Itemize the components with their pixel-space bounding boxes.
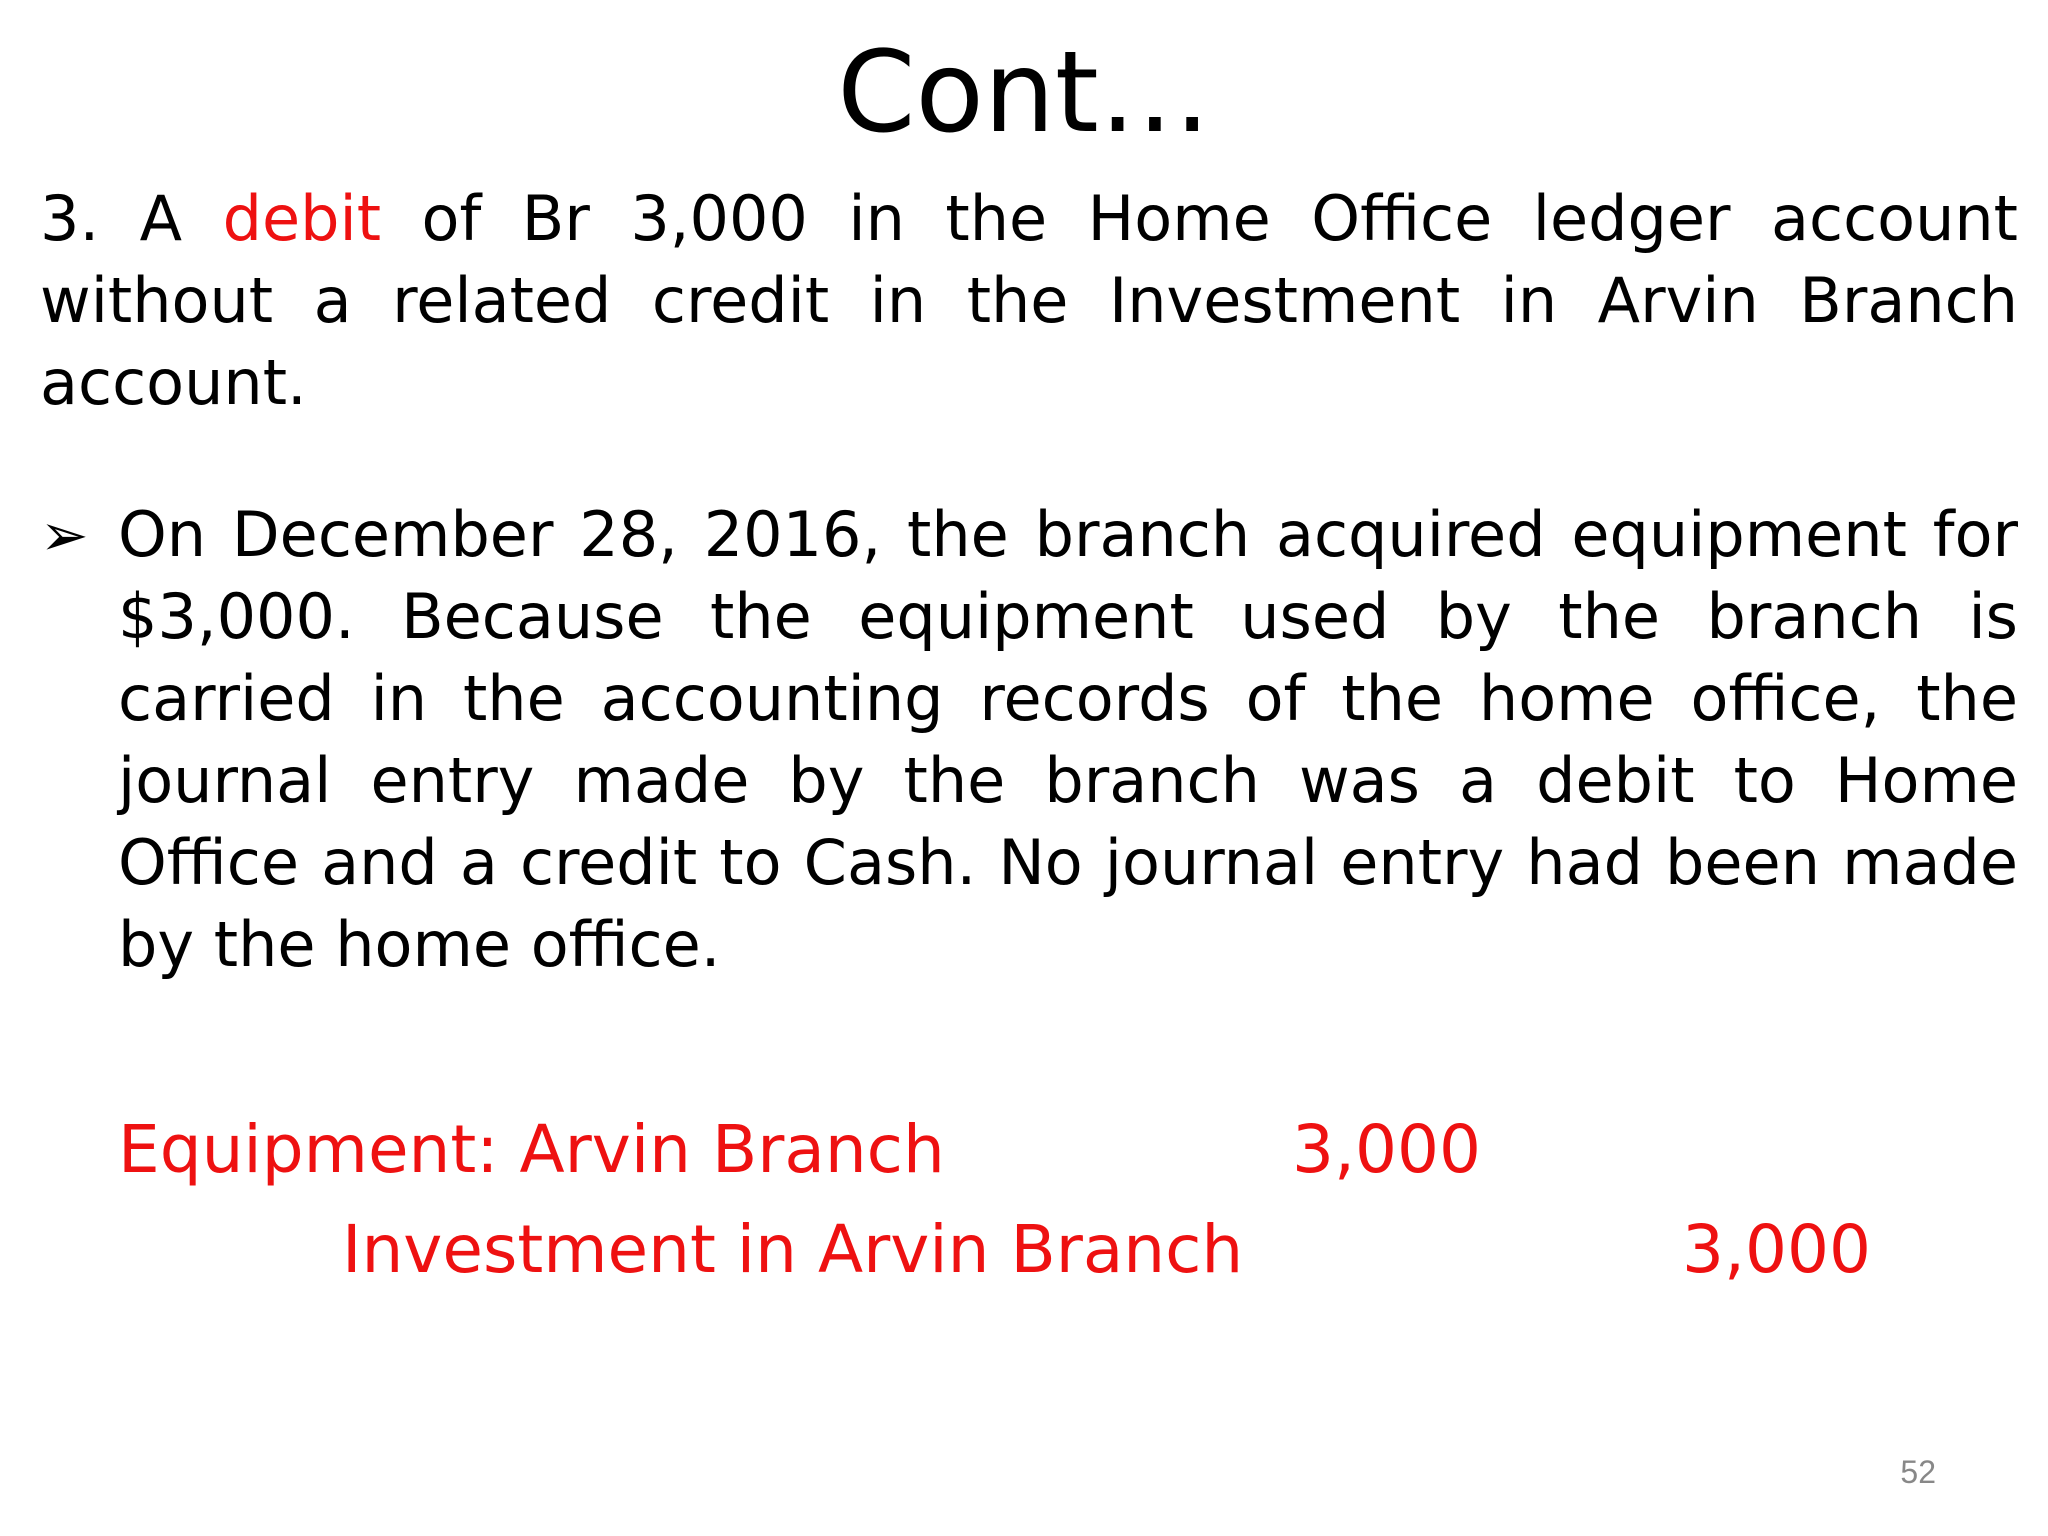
point-3-highlight-debit: debit	[222, 182, 381, 255]
bullet-item	[40, 494, 2018, 986]
point-3-prefix: 3. A	[40, 182, 223, 255]
journal-debit-amount: 3,000	[1292, 1111, 1481, 1188]
journal-credit-account: Investment in Arvin Branch	[342, 1211, 1244, 1288]
arrow-bullet-icon: ➢	[40, 501, 89, 569]
point-3-paragraph	[40, 178, 2018, 424]
journal-debit-account: Equipment: Arvin Branch	[118, 1111, 945, 1188]
slide-title: Cont…	[837, 28, 1211, 158]
journal-credit-amount: 3,000	[1682, 1211, 1871, 1288]
page-number: 52	[1900, 1454, 1936, 1490]
point-3-suffix: of Br 3,000 in the Home Office ledger account without a related credit in the Investment in Arvin Branch account.	[40, 182, 2018, 419]
bullet-text: On December 28, 2016, the branch acquired equipment for $3,000. Because the equipment used by the branch is carried in the accounting records of the home office, the journal entry made by the branch was a debit to Home Office and a credit to Cash. No journal entry had been made by the home office.	[118, 498, 2018, 981]
